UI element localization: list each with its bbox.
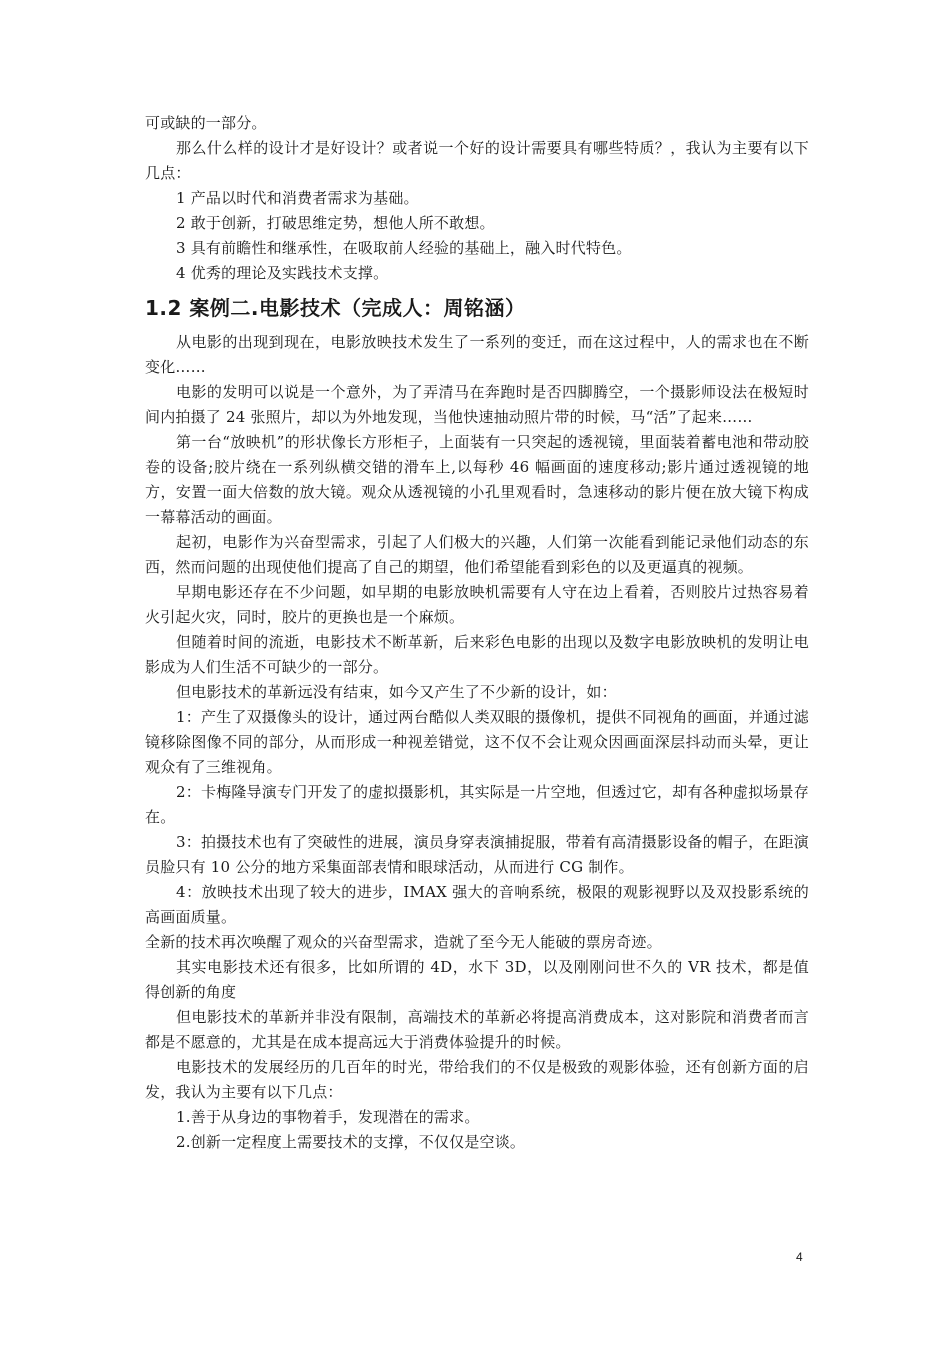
page-content [145, 111, 809, 1155]
paragraph-more-tech: 其实电影技术还有很多，比如所谓的 4D，水下 3D，以及刚刚问世不久的 VR 技术，都是值得创新的角度 [145, 958, 809, 1001]
paragraph-first-projector: 第一台“放映机”的形状像长方形柜子，上面装有一只突起的透视镜，里面装着蓄电池和带动胶卷的设备;胶片绕在一系列纵横交错的滑车上,以每秒 46 幅画面的速度移动;影片通过透视镜的地方，安置一面大倍数的放大镜。观众从透视镜的小孔里观看时，急速移动的影片便在放大镜下构成一幕幕活动的画面。 [145, 433, 809, 526]
intro-list-item-3: 3 具有前瞻性和继承性，在吸取前人经验的基础上，融入时代特色。 [176, 239, 632, 257]
paragraph-design-4: 4：放映技术出现了较大的进步，IMAX 强大的音响系统，极限的观影视野以及双投影系统的高画面质量。 [145, 883, 809, 926]
paragraph-design-1: 1：产生了双摄像头的设计，通过两台酷似人类双眼的摄像机，提供不同视角的画面，并通过滤镜移除图像不同的部分，从而形成一种视差错觉，这不仅不会让观众因画面深层抖动而头晕，更让观众有了三维视角。 [145, 708, 809, 776]
paragraph-early-problems: 早期电影还存在不少问题，如早期的电影放映机需要有人守在边上看着，否则胶片过热容易着火引起火灾，同时，胶片的更换也是一个麻烦。 [145, 583, 809, 626]
intro-list-item-1: 1 产品以时代和消费者需求为基础。 [176, 189, 419, 207]
paragraph-design-3: 3：拍摄技术也有了突破性的进展，演员身穿表演捕捉服，带着有高清摄影设备的帽子，在距演员脸只有 10 公分的地方采集面部表情和眼球活动，从而进行 CG 制作。 [145, 833, 809, 876]
conclusion-item-2: 2.创新一定程度上需要技术的支撑，不仅仅是空谈。 [176, 1133, 526, 1151]
paragraph-limits: 但电影技术的革新并非没有限制，高端技术的革新必将提高消费成本，这对影院和消费者而言都是不愿意的，尤其是在成本提高远大于消费体验提升的时候。 [145, 1008, 809, 1051]
paragraph-film-invention: 电影的发明可以说是一个意外，为了弄清马在奔跑时是否四脚腾空，一个摄影师设法在极短时间内拍摄了 24 张照片，却以为外地发现，当他快速抽动照片带的时候，马“活”了起来…… [145, 383, 809, 426]
paragraph-new-designs-intro: 但电影技术的革新远没有结束，如今又产生了不少新的设计，如： [176, 683, 617, 701]
paragraph-design-2: 2：卡梅隆导演专门开发了的虚拟摄影机，其实际是一片空地，但透过它，却有各种虚拟场景存在。 [145, 783, 809, 826]
paragraph-film-evolution: 从电影的出现到现在，电影放映技术发生了一系列的变迁，而在这过程中，人的需求也在不断变化…… [145, 333, 809, 376]
page-number: 4 [796, 1250, 803, 1264]
intro-question-paragraph: 那么什么样的设计才是好设计？或者说一个好的设计需要具有哪些特质？，我认为主要有以下几点： [145, 139, 809, 182]
conclusion-item-1: 1.善于从身边的事物着手，发现潜在的需求。 [176, 1108, 480, 1126]
intro-list-item-4: 4 优秀的理论及实践技术支撑。 [176, 264, 389, 282]
paragraph-inspiration: 电影技术的发展经历的几百年的时光，带给我们的不仅是极致的观影体验，还有创新方面的启发，我认为主要有以下几点： [145, 1058, 809, 1101]
paragraph-color-digital: 但随着时间的流逝，电影技术不断革新，后来彩色电影的出现以及数字电影放映机的发明让电影成为人们生活不可缺少的一部分。 [145, 633, 809, 676]
intro-continuation: 可或缺的一部分。 [145, 114, 267, 132]
paragraph-box-office: 全新的技术再次唤醒了观众的兴奋型需求，造就了至今无人能破的票房奇迹。 [145, 933, 662, 951]
section-heading: 1.2 案例二.电影技术（完成人：周铭涵） [145, 296, 526, 320]
intro-list-item-2: 2 敢于创新，打破思维定势，想他人所不敢想。 [176, 214, 495, 232]
paragraph-excitement-demand: 起初，电影作为兴奋型需求，引起了人们极大的兴趣，人们第一次能看到能记录他们动态的东西，然而问题的出现使他们提高了自己的期望，他们希望能看到彩色的以及更逼真的视频。 [145, 533, 809, 576]
